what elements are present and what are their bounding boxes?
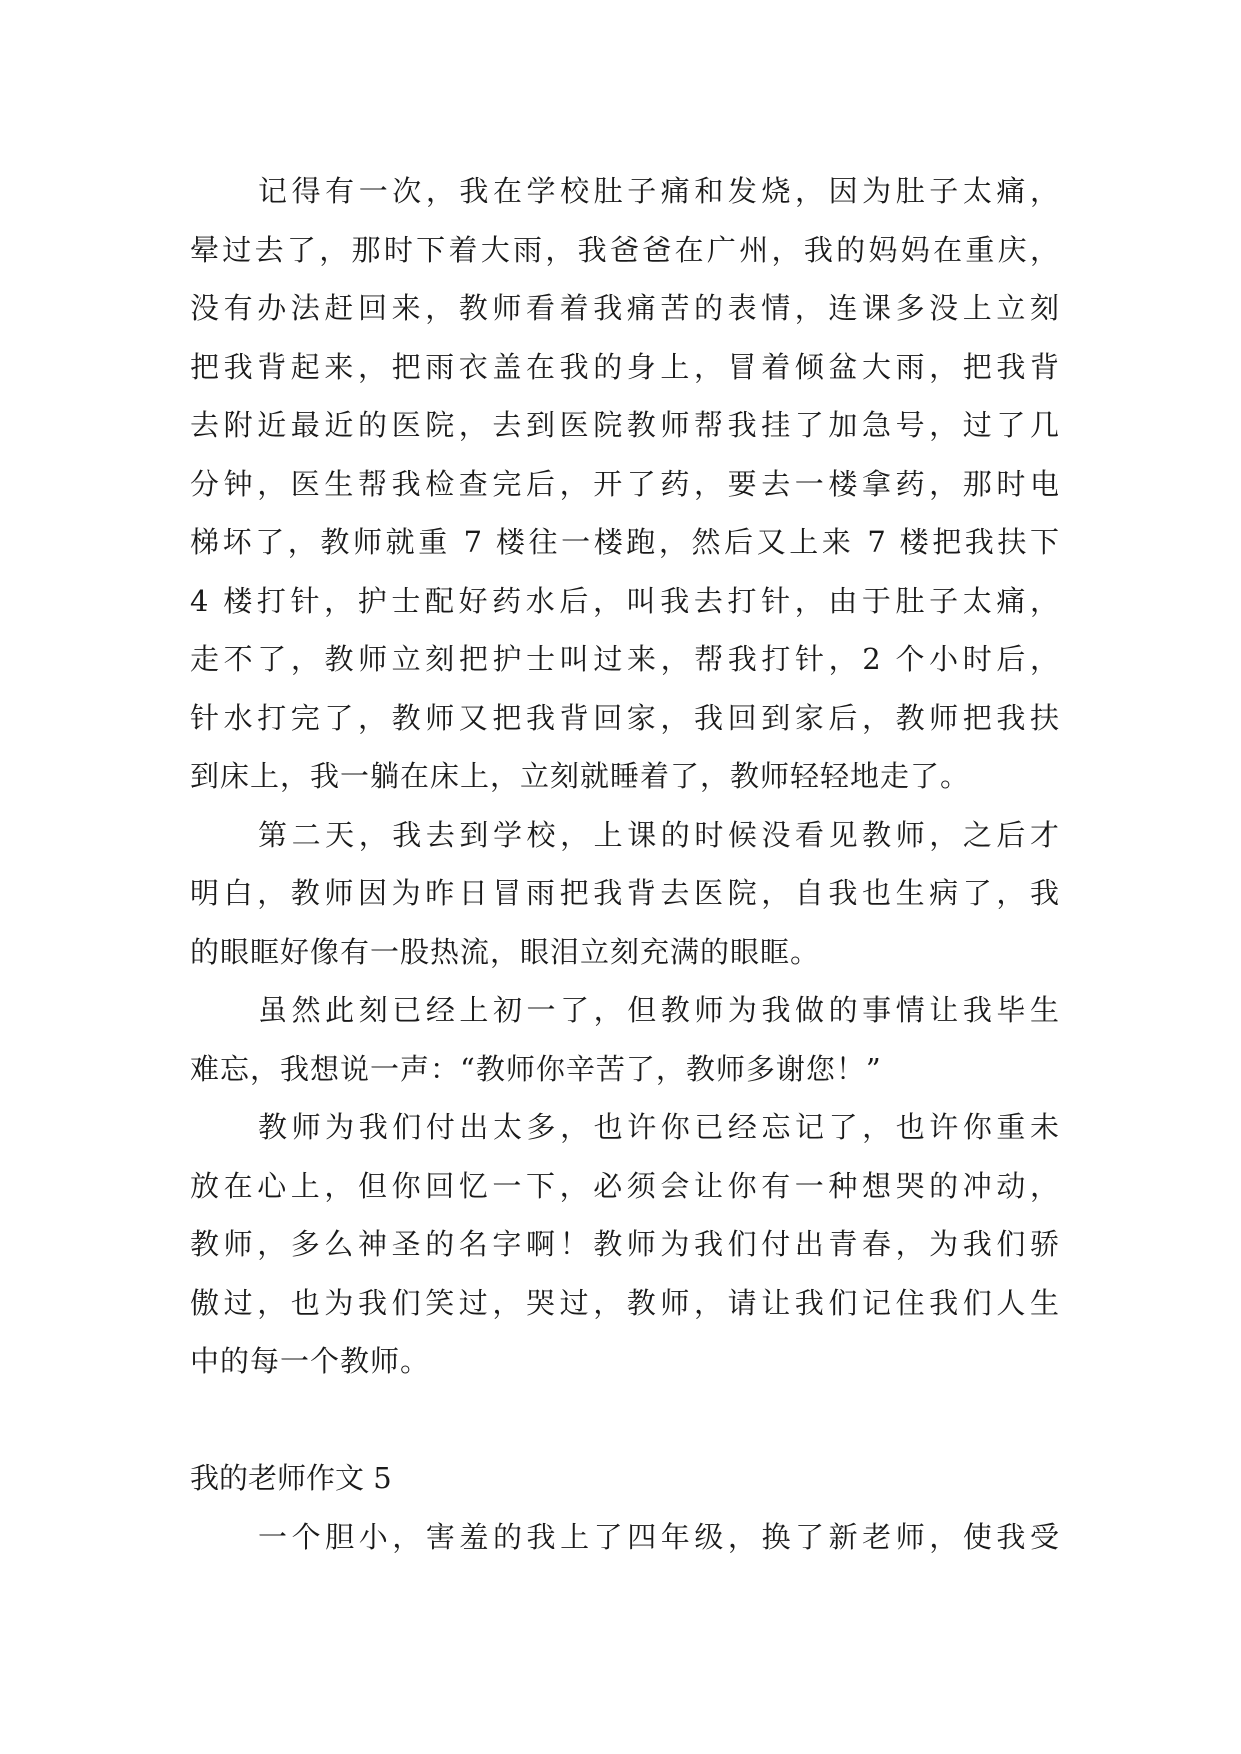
text-line: 针水打完了，教师又把我背回家，我回到家后，教师把我扶 bbox=[190, 700, 1060, 735]
text-line: 去附近最近的医院，去到医院教师帮我挂了加急号，过了几 bbox=[190, 408, 1060, 442]
text-line: 4 楼打针，护士配好药水后，叫我去打针，由于肚子太痛， bbox=[190, 583, 1060, 618]
text-line: 虽然此刻已经上初一了，但教师为我做的事情让我毕生 bbox=[258, 993, 1060, 1027]
text-line: 难忘，我想说一声：“教师你辛苦了，教师多谢您！” bbox=[190, 1051, 882, 1086]
text-line: 记得有一次，我在学校肚子痛和发烧，因为肚子太痛， bbox=[258, 174, 1060, 208]
section-heading: 我的老师作文 5 bbox=[190, 1461, 392, 1495]
text-line: 的眼眶好像有一股热流，眼泪立刻充满的眼眶。 bbox=[190, 934, 821, 969]
document-body bbox=[190, 162, 1060, 1566]
text-line: 晕过去了，那时下着大雨，我爸爸在广州，我的妈妈在重庆， bbox=[190, 232, 1060, 267]
paragraph-4 bbox=[190, 1098, 1060, 1391]
text-line: 把我背起来，把雨衣盖在我的身上，冒着倾盆大雨，把我背 bbox=[190, 349, 1060, 384]
paragraph-3 bbox=[190, 981, 1060, 1098]
paragraph-5 bbox=[190, 1508, 1060, 1567]
text-line: 教师为我们付出太多，也许你已经忘记了，也许你重未 bbox=[258, 1110, 1060, 1144]
text-line: 一个胆小，害羞的我上了四年级，换了新老师，使我受 bbox=[258, 1519, 1060, 1554]
text-line: 明白，教师因为昨日冒雨把我背去医院，自我也生病了，我 bbox=[190, 876, 1060, 910]
text-line: 傲过，也为我们笑过，哭过，教师，请让我们记住我们人生 bbox=[190, 1285, 1060, 1320]
text-line: 没有办法赶回来，教师看着我痛苦的表情，连课多没上立刻 bbox=[190, 291, 1060, 325]
paragraph-1 bbox=[190, 162, 1060, 806]
text-line: 走不了，教师立刻把护士叫过来，帮我打针，2 个小时后， bbox=[190, 642, 1060, 676]
text-line: 梯坏了，教师就重 7 楼往一楼跑，然后又上来 7 楼把我扶下 bbox=[190, 525, 1060, 559]
text-line: 中的每一个教师。 bbox=[190, 1344, 431, 1378]
text-line: 放在心上，但你回忆一下，必须会让你有一种想哭的冲动， bbox=[190, 1168, 1060, 1203]
text-line: 教师，多么神圣的名字啊！教师为我们付出青春，为我们骄 bbox=[190, 1227, 1060, 1261]
paragraph-2 bbox=[190, 806, 1060, 982]
text-line: 第二天，我去到学校，上课的时候没看见教师，之后才 bbox=[258, 817, 1060, 852]
text-line: 到床上，我一躺在床上，立刻就睡着了，教师轻轻地走了。 bbox=[190, 759, 971, 793]
blank-line bbox=[190, 1391, 1060, 1450]
text-line: 分钟，医生帮我检查完后，开了药，要去一楼拿药，那时电 bbox=[190, 466, 1060, 501]
